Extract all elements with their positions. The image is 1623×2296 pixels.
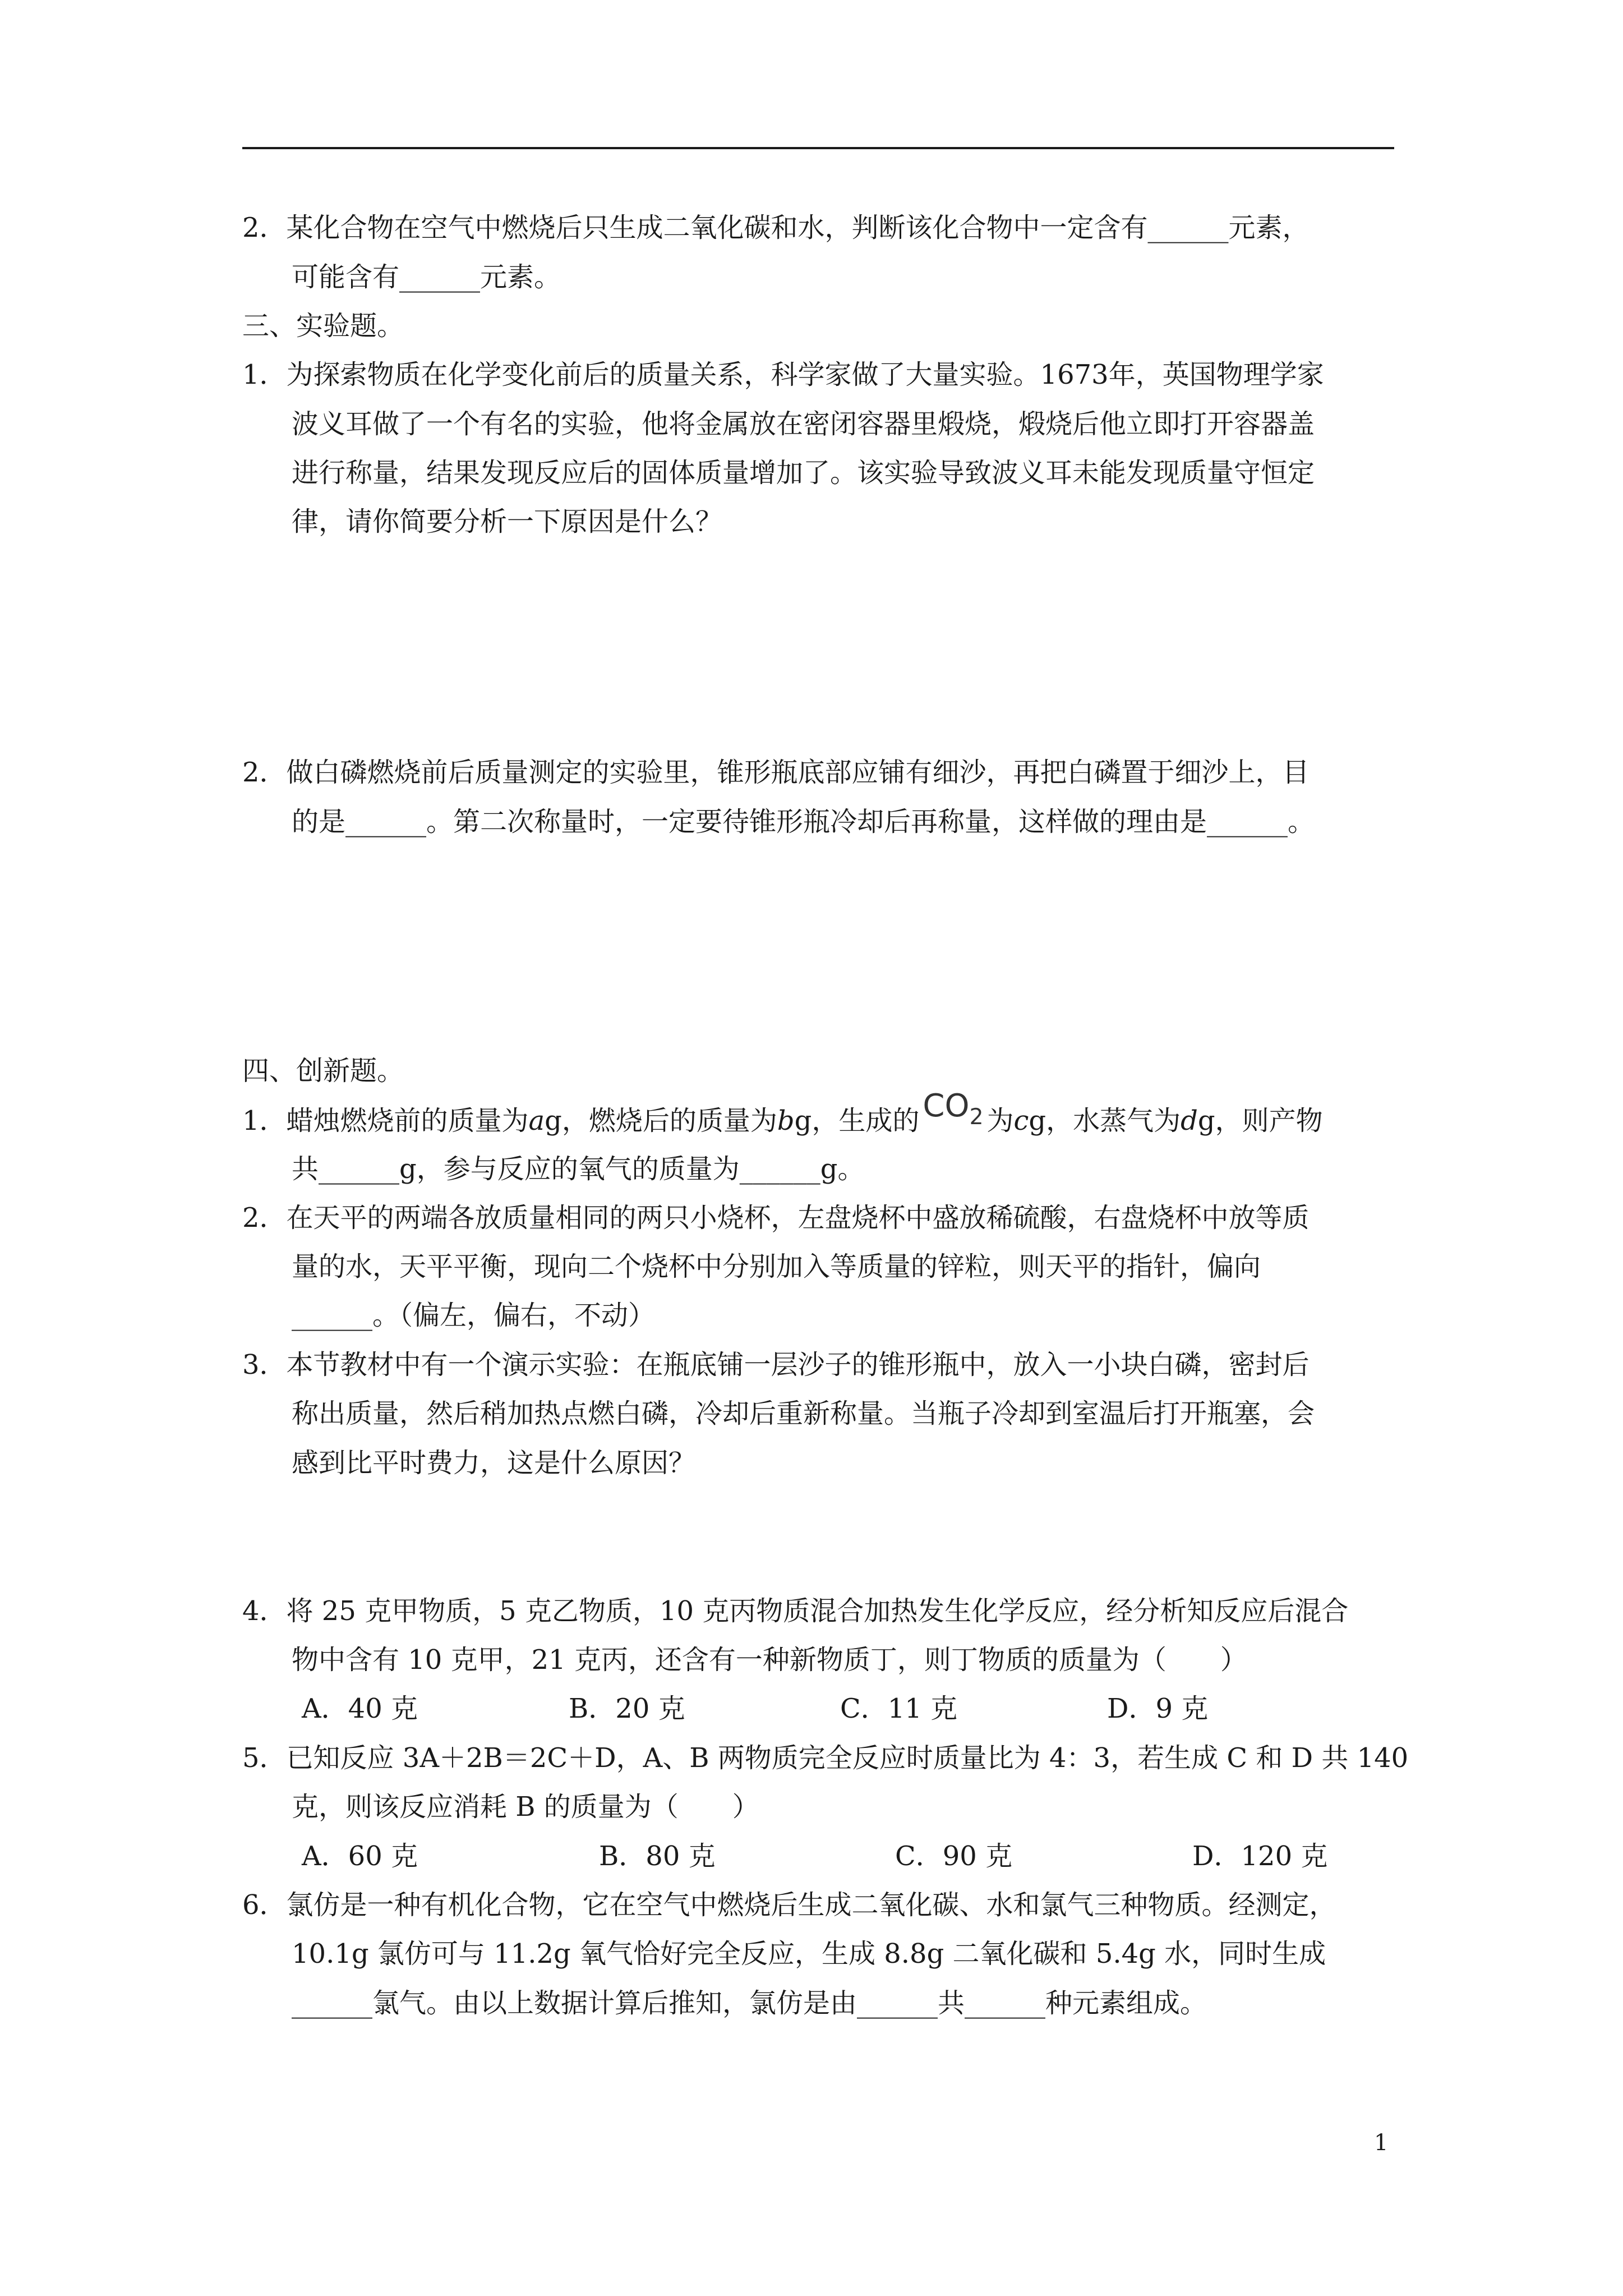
s4-q2-line-2: 量的水，天平平衡，现向二个烧杯中分别加入等质量的锌粒，则天平的指针，偏向	[292, 1251, 1261, 1282]
s4-q1-var-d: d	[1181, 1105, 1198, 1137]
s4-q1-text-e: g，水蒸气为	[1029, 1105, 1181, 1137]
s4-q4-option-b: B．20 克	[569, 1693, 685, 1724]
co2-formula: $CO_2$	[923, 1088, 984, 1130]
s3-q2-line-2: 的是______。第二次称量时，一定要待锥形瓶冷却后再称量，这样做的理由是______。	[292, 806, 1315, 838]
s4-q4-option-c: C．11 克	[840, 1693, 958, 1724]
s4-q6-line-1: 6．氯仿是一种有机化合物，它在空气中燃烧后生成二氧化碳、水和氯气三种物质。经测定，	[242, 1889, 1336, 1921]
s4-q6-line-3: ______氯气。由以上数据计算后推知，氯仿是由______共______种元素组成。	[292, 1987, 1207, 2019]
s4-q2-line-1: 2．在天平的两端各放质量相同的两只小烧杯，左盘烧杯中盛放稀硫酸，右盘烧杯中放等质	[242, 1202, 1310, 1234]
s4-q1-text-c: g，生成的	[794, 1105, 920, 1137]
s4-q5-line-2: 克，则该反应消耗 B 的质量为（ ）	[292, 1791, 759, 1823]
s4-q3-line-2: 称出质量，然后稍加热点燃白磷，冷却后重新称量。当瓶子冷却到室温后打开瓶塞，会	[292, 1398, 1315, 1429]
s4-q1-var-c: c	[1013, 1105, 1029, 1137]
s4-q1-text-a: 1．蜡烛燃烧前的质量为	[242, 1105, 529, 1137]
s4-q1-var-b: b	[777, 1105, 795, 1137]
s4-q3-line-1: 3．本节教材中有一个演示实验：在瓶底铺一层沙子的锥形瓶中，放入一小块白磷，密封后	[242, 1349, 1310, 1381]
section-4-heading: 四、创新题。	[242, 1055, 404, 1087]
s3-q1-line-3: 进行称量，结果发现反应后的固体质量增加了。该实验导致波义耳未能发现质量守恒定	[292, 457, 1315, 489]
s3-q1-line-1: 1．为探索物质在化学变化前后的质量关系，科学家做了大量实验。1673年，英国物理学家	[242, 359, 1324, 390]
q2-fill-line-2: 可能含有______元素。	[292, 261, 561, 293]
s3-q1-line-4: 律，请你简要分析一下原因是什么？	[292, 506, 723, 537]
header-rule	[242, 147, 1394, 149]
s4-q5-option-c: C．90 克	[895, 1841, 1013, 1872]
s4-q5-option-d: D．120 克	[1192, 1841, 1328, 1872]
s4-q5-option-b: B．80 克	[599, 1841, 716, 1872]
s4-q1-var-a: a	[528, 1105, 545, 1137]
s4-q6-line-2: 10.1g 氯仿可与 11.2g 氧气恰好完全反应，生成 8.8g 二氧化碳和 5.4g 水，同时生成	[292, 1938, 1326, 1970]
s4-q5-option-a: A．60 克	[302, 1841, 418, 1872]
s3-q2-line-1: 2．做白磷燃烧前后质量测定的实验里，锥形瓶底部应铺有细沙，再把白磷置于细沙上，目	[242, 757, 1310, 788]
s3-q1-line-2: 波义耳做了一个有名的实验，他将金属放在密闭容器里煅烧，煅烧后他立即打开容器盖	[292, 408, 1315, 440]
s4-q1-text-f: g，则产物	[1197, 1105, 1323, 1137]
s4-q1-line-1	[242, 1088, 1323, 1137]
q2-fill-line-1: 2．某化合物在空气中燃烧后只生成二氧化碳和水，判断该化合物中一定含有______元素，	[242, 212, 1310, 243]
s4-q4-line-2: 物中含有 10 克甲，21 克丙，还含有一种新物质丁，则丁物质的质量为（ ）	[292, 1644, 1247, 1676]
s4-q1-text-d: 为	[986, 1105, 1014, 1137]
s4-q2-line-3: ______。（偏左，偏右，不动）	[292, 1300, 656, 1331]
s4-q4-options	[302, 1692, 1208, 1726]
s4-q4-line-1: 4．将 25 克甲物质，5 克乙物质，10 克丙物质混合加热发生化学反应，经分析知反应后混合	[242, 1595, 1349, 1627]
s4-q4-option-d: D．9 克	[1107, 1693, 1209, 1724]
s4-q1-text-b: g，燃烧后的质量为	[545, 1105, 777, 1137]
s4-q1-line-2: 共______g，参与反应的氧气的质量为______g。	[292, 1153, 865, 1185]
s4-q5-line-1: 5．已知反应 3A＋2B＝2C＋D，A、B 两物质完全反应时质量比为 4：3，若生成 C 和 D 共 140	[242, 1742, 1409, 1774]
s4-q3-line-3: 感到比平时费力，这是什么原因？	[292, 1447, 696, 1479]
s4-q5-options	[302, 1839, 1327, 1873]
section-3-heading: 三、实验题。	[242, 310, 404, 342]
s4-q4-option-a: A．40 克	[302, 1693, 418, 1724]
page-number: 1	[1374, 2130, 1389, 2156]
